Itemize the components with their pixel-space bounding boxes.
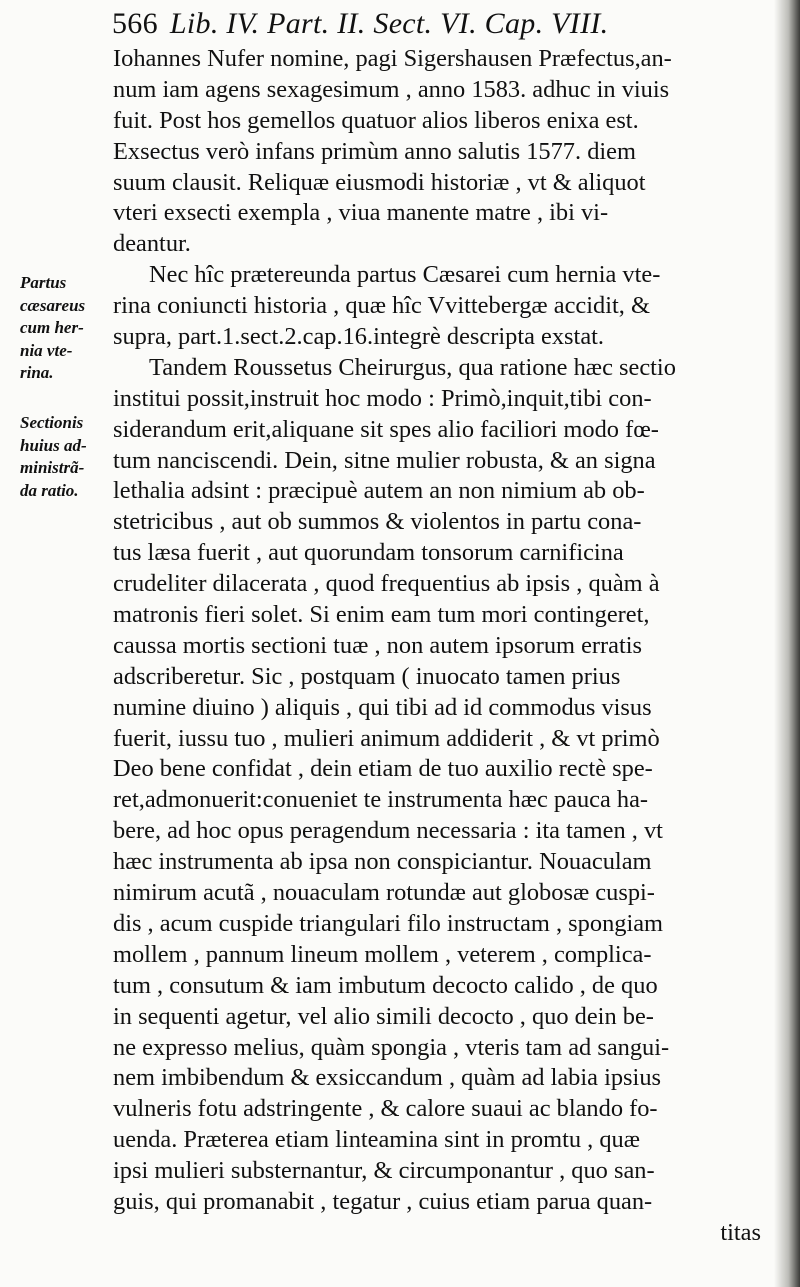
text-line: Deo bene confidat , dein etiam de tuo auxilio rectè spe- (113, 755, 653, 783)
running-header (112, 4, 752, 44)
margin-note-line: ministrã- (20, 458, 85, 477)
text-line: tum , consutum & iam imbutum decocto calido , de quo (113, 971, 658, 999)
text-line: guis, qui promanabit , tegatur , cuius etiam parua quan- (113, 1187, 653, 1215)
text-line: supra, part.1.sect.2.cap.16.integrè descripta exstat. (113, 323, 605, 351)
margin-note-line: Sectionis (20, 413, 84, 432)
paragraph-start-line: Tandem Roussetus Cheirurgus, qua ratione hæc sectio (149, 353, 676, 381)
text-line: siderandum erit,aliquane sit spes alio faciliori modo fœ- (113, 415, 659, 443)
running-title: Lib. IV. Part. II. Sect. VI. Cap. VIII. (169, 7, 609, 40)
text-line: deantur. (113, 230, 191, 258)
text-line: nimirum acutã , nouaculam rotundæ aut globosæ cuspi- (113, 879, 655, 907)
text-line: ne expresso melius, quàm spongia , vteris tam ad sangui- (113, 1033, 670, 1061)
text-line: nem imbibendum & exsiccandum , quàm ad labia ipsius (113, 1064, 662, 1092)
text-line: num iam agens sexagesimum , anno 1583. adhuc in viuis (113, 75, 670, 103)
text-line: fuit. Post hos gemellos quatuor alios liberos enixa est. (113, 106, 639, 134)
text-line: vteri exsecti exempla , viua manente matre , ibi vi- (113, 199, 609, 227)
page-number: 566 (112, 7, 158, 40)
text-line: fuerit, iussu tuo , mulieri animum addiderit , & vt primò (113, 724, 660, 752)
text-line: adscriberetur. Sic , postquam ( inuocato tamen prius (113, 662, 621, 690)
text-line: institui possit,instruit hoc modo : Primò,inquit,tibi con- (113, 384, 652, 412)
text-line: numine diuino ) aliquis , qui tibi ad id commodus visus (113, 693, 652, 721)
margin-note-line: Partus (20, 273, 67, 292)
margin-note-partus-caesareus (20, 272, 110, 385)
text-line: matronis fieri solet. Si enim eam tum mori contingeret, (113, 601, 650, 629)
text-line: rina coniuncti historia , quæ hîc Vvittebergæ accidit, & (113, 292, 650, 320)
margin-note-line: cum her- (20, 318, 84, 337)
catchword-line: titas (720, 1218, 761, 1246)
text-line: suum clausit. Reliquæ eiusmodi historiæ , vt & aliquot (113, 168, 646, 196)
margin-note-line: nia vte- (20, 340, 73, 360)
text-line: bere, ad hoc opus peragendum necessaria : ita tamen , vt (113, 817, 663, 845)
text-line: Iohannes Nufer nomine, pagi Sigershausen Præfectus,an- (113, 45, 672, 72)
page-gutter-shadow (774, 0, 800, 1287)
text-line: caussa mortis sectioni tuæ , non autem ipsorum erratis (113, 631, 643, 659)
text-line: crudeliter dilacerata , quod frequentius ab ipsis , quàm à (113, 570, 660, 598)
text-line: Exsectus verò infans primùm anno salutis 1577. diem (113, 137, 636, 165)
margin-note-line: da ratio. (20, 480, 79, 500)
text-line: lethalia adsint : præcipuè autem an non nimium ab ob- (113, 477, 645, 505)
text-line: vulneris fotu adstringente , & calore suaui ac blando fo- (113, 1095, 658, 1123)
text-line: dis , acum cuspide triangulari filo instructam , spongiam (113, 909, 664, 937)
body-text (113, 44, 773, 1249)
paragraph-start-line: Nec hîc prætereunda partus Cæsarei cum hernia vte- (149, 261, 661, 289)
text-line: hæc instrumenta ab ipsa non conspiciantur. Nouaculam (113, 848, 652, 876)
text-line: tus læsa fuerit , aut quorundam tonsorum carnificina (113, 539, 624, 567)
text-line: in sequenti agetur, vel alio simili decocto , quo dein be- (113, 1002, 654, 1030)
text-line: uenda. Præterea etiam linteamina sint in promtu , quæ (113, 1126, 640, 1154)
text-line: ipsi mulieri substernantur, & circumponantur , quo san- (113, 1157, 655, 1185)
margin-note-sectionis-ratio (20, 412, 110, 502)
text-line: stetricibus , aut ob summos & violentos in partu cona- (113, 508, 642, 536)
text-line: mollem , pannum lineum mollem , veterem , complica- (113, 940, 652, 968)
margin-note-line: huius ad- (20, 435, 87, 455)
text-line: ret,admonuerit:conueniet te instrumenta hæc pauca ha- (113, 786, 649, 814)
text-line: tum nanciscendi. Dein, sitne mulier robusta, & an signa (113, 446, 656, 474)
margin-note-line: cæsareus (20, 295, 86, 315)
margin-note-line: rina. (20, 363, 54, 382)
